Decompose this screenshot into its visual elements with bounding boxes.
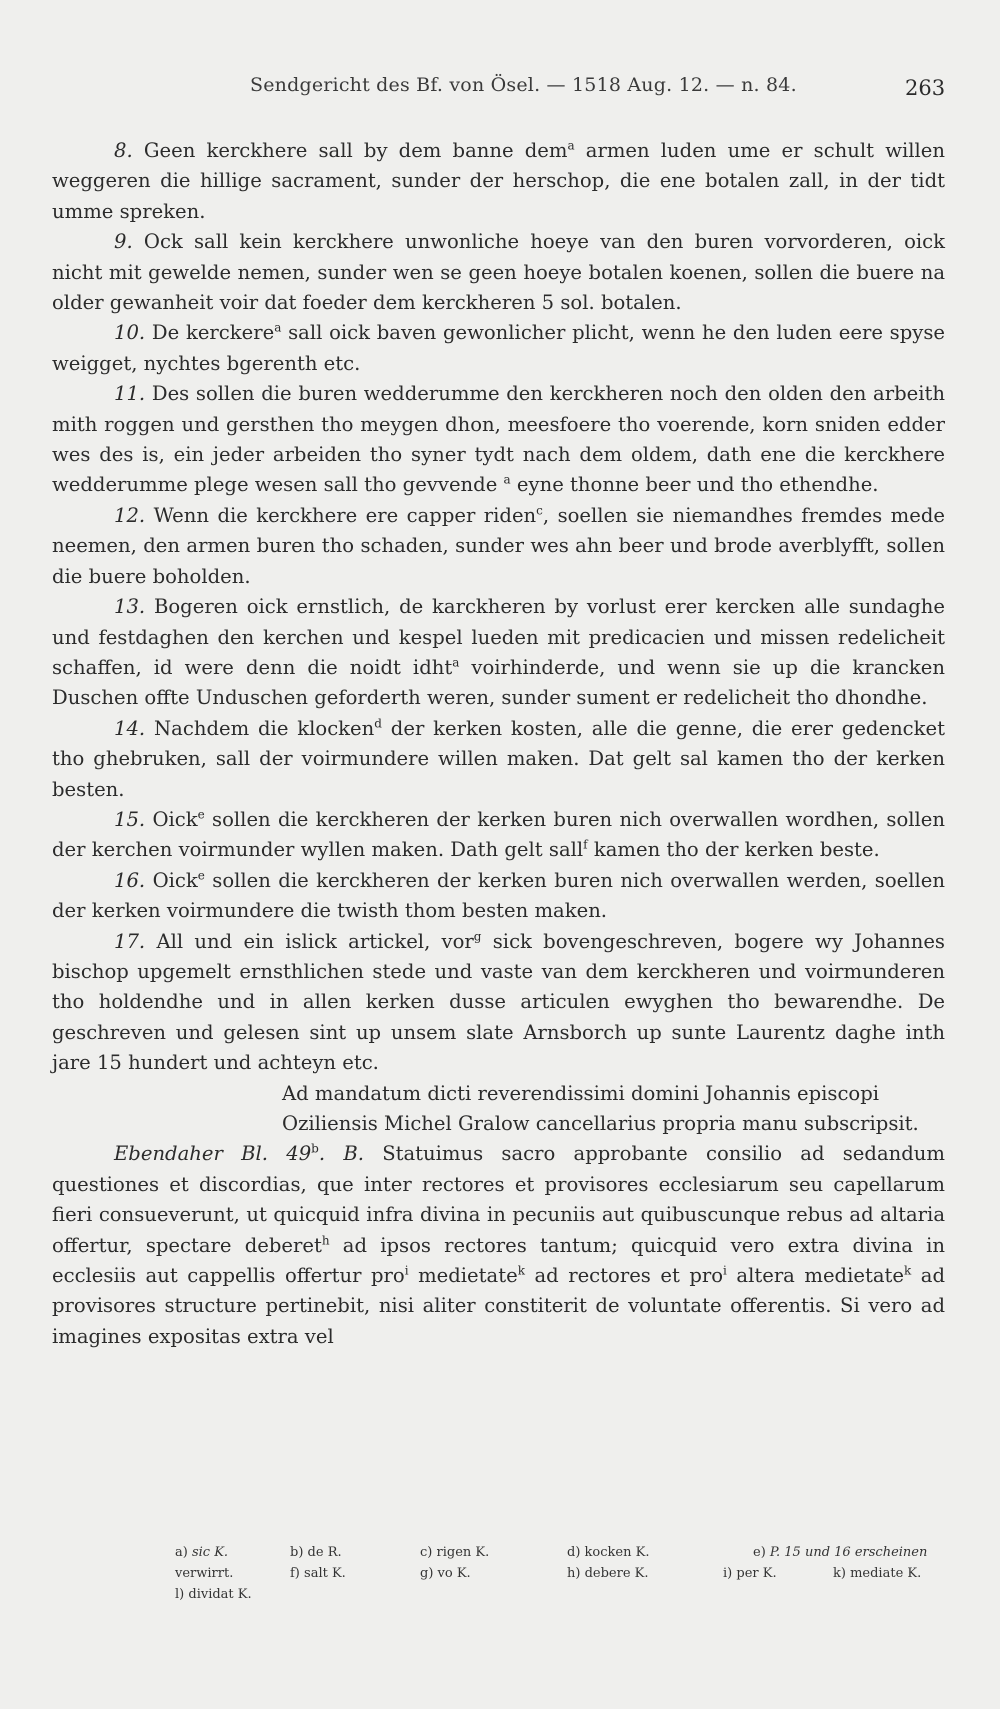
article-number: 11. <box>114 382 146 406</box>
text-run: armen luden ume er schult willen weggeren die hillige sacrament, sunder der herschop, die ene botalen zall, in der tidt umme spreken. <box>52 139 945 223</box>
text-run: sollen die kerckheren der kerken buren nich overwallen wordhen, sollen der kerchen voirmunder wyllen maken. Dath gelt sall <box>52 807 945 862</box>
source-reference-sup: b <box>311 1141 319 1156</box>
footnote-marker: k <box>517 1263 525 1278</box>
signature-line-2: Oziliensis Michel Gralow cancellarius propria manu subscripsit. <box>282 1112 919 1135</box>
footnote-e: e) P. 15 und 16 erscheinen <box>753 1545 928 1560</box>
article-number: 13. <box>114 595 146 619</box>
signature-line-1: Ad mandatum dicti reverendissimi domini Johannis episcopi <box>282 1081 880 1105</box>
footnote-a: a) sic K. <box>175 1545 229 1560</box>
footnote-i: i) per K. <box>723 1566 777 1581</box>
text-run: All und ein islick artickel, vor <box>156 929 474 953</box>
footnote-marker: i <box>723 1263 727 1278</box>
footnote-marker: a <box>274 320 282 335</box>
footnote-a-continued: verwirrt. <box>175 1566 234 1581</box>
running-title: Sendgericht des Bf. von Ösel. — 1518 Aug. 12. — n. 84. <box>250 74 797 96</box>
footnote-marker: a <box>567 138 575 153</box>
footnote-d: d) kocken K. <box>567 1545 650 1560</box>
article-paragraph <box>52 927 945 1079</box>
text-run: Oick <box>152 868 198 892</box>
footnote-g: g) vo K. <box>420 1566 471 1581</box>
text-run: Oick <box>152 807 198 831</box>
article-paragraph <box>52 136 945 227</box>
article-paragraph <box>52 805 945 866</box>
article-paragraph <box>52 592 945 714</box>
text-run: Bogeren oick ernstlich, de karckheren by vorlust erer kercken alle sundaghe und festdaghen den kerchen und kespel lueden mit predicacien und missen redelicheit schaffen, id were denn die noidt idht <box>52 595 945 679</box>
footnote-marker: c <box>536 503 543 518</box>
article-paragraph <box>52 379 945 501</box>
article-paragraph <box>52 501 945 592</box>
footnote-f: f) salt K. <box>290 1566 346 1581</box>
text-run: Geen kerckhere sall by dem banne dem <box>143 139 568 162</box>
page-header <box>0 70 1000 110</box>
text-run: eyne thonne beer und tho ethendhe. <box>510 473 879 497</box>
text-run: sick bovengeschreven, bogere wy Johannes bischop upgemelt ernsthlichen stede und vaste van dem kerckheren und voirmunderen tho holdendhe und in allen kerken dusse articulen ewyghen tho bewarendhe. De geschreven und gelesen sint up unsem slate Arnsborch up sunte Laurentz daghe inth jare 15 hundert und achteyn etc. <box>52 929 945 1075</box>
article-number: 14. <box>114 716 146 740</box>
article-paragraph <box>52 866 945 927</box>
footnote-marker: f <box>583 837 588 852</box>
source-label: . B. <box>318 1142 364 1166</box>
body-text <box>52 136 945 1352</box>
text-run: Ock sall kein kerckhere unwonliche hoeye van den buren vorvorderen, oick nicht mit gewelde nemen, sunder wen se geen hoeye botalen koenen, sollen die buere na older gewanheit voir dat foeder dem kerckheren 5 sol. botalen. <box>52 230 945 315</box>
article-number: 8. <box>114 139 133 162</box>
footnote-c: c) rigen K. <box>420 1545 490 1560</box>
footnote-k: k) mediate K. <box>833 1566 922 1581</box>
text-run: ad provisores structure pertinebit, nisi aliter constiterit de voluntate offerentis. Si vero ad imagines expositas extra vel <box>52 1264 946 1348</box>
footnote-marker: i <box>404 1263 409 1278</box>
footnote-marker: e <box>197 807 205 822</box>
text-run: Wenn die kerckhere ere capper riden <box>153 503 537 527</box>
text-run: ad ipsos rectores tantum; quicquid vero extra divina in ecclesiis aut cappellis offertur pro <box>52 1233 945 1288</box>
footnote-marker: e <box>197 868 205 883</box>
text-run: sall oick baven gewonlicher plicht, wenn he den luden eere spyse weigget, nychtes bgerenth etc. <box>52 321 945 375</box>
footnote-l: l) dividat K. <box>175 1587 252 1602</box>
footnote-marker: a <box>503 472 511 487</box>
text-run: , soellen sie niemandhes fremdes mede neemen, den armen buren tho schaden, sunder wes ahn beer und brode averblyfft, sollen die buere boholden. <box>52 503 945 588</box>
text-run: altera medietate <box>726 1264 904 1288</box>
ebendaher-paragraph <box>52 1139 945 1352</box>
source-reference: Ebendaher Bl. 49 <box>114 1142 312 1166</box>
text-run: voirhinderde, und wenn sie up die krancken Duschen offte Unduschen geforderth weren, sunder sument er redelicheit tho dhondhe. <box>52 655 945 710</box>
article-number: 10. <box>114 321 146 345</box>
text-run: kamen tho der kerken beste. <box>587 838 880 862</box>
text-run: sollen die kerckheren der kerken buren nich overwallen werden, soellen der kerken voirmundere die twisth thom besten maken. <box>52 868 945 923</box>
footnote-marker: g <box>473 929 482 944</box>
article-number: 16. <box>114 868 146 892</box>
text-run: der kerken kosten, alle die genne, die erer gedencket tho ghebruken, sall der voirmundere willen maken. Dat gelt sal kamen tho der kerken besten. <box>52 716 945 801</box>
text-run: Des sollen die buren wedderumme den kerckheren noch den olden den arbeith mith roggen und gersthen tho meygen dhon, meesfoere tho voerende, korn sniden edder wes des is, ein jeder arbeiden tho syner tydt nach dem oldem, dath ene die kerckhere wedderumme plege wesen sall tho gevvende <box>52 382 945 497</box>
article-paragraph <box>52 714 945 805</box>
article-paragraph <box>52 318 945 379</box>
text-run: Nachdem die klocken <box>154 716 375 740</box>
article-number: 17. <box>114 929 146 953</box>
footnote-marker: h <box>321 1233 330 1248</box>
text-run: Statuimus sacro approbante consilio ad sedandum questiones et discordias, que inter rectores et provisores ecclesiarum seu capellarum fieri consueverunt, ut quicquid infra divina in pecuniis aut quibuscunque rebus ad altaria offertur, spectare deberet <box>52 1142 945 1257</box>
footnote-marker: d <box>374 716 382 731</box>
footnote-b: b) de R. <box>290 1545 342 1560</box>
footnote-marker: a <box>452 655 460 670</box>
footnote-marker: k <box>904 1263 912 1278</box>
article-paragraph <box>52 227 945 318</box>
text-run: medietate <box>408 1264 518 1288</box>
text-run: ad rectores et pro <box>524 1264 724 1288</box>
article-number: 12. <box>114 503 146 527</box>
footnote-h: h) debere K. <box>567 1566 649 1581</box>
article-number: 15. <box>114 807 146 831</box>
article-number: 9. <box>114 230 133 254</box>
page-number: 263 <box>905 76 946 100</box>
articles-list <box>52 136 945 1079</box>
text-run: De kerckere <box>151 321 275 345</box>
